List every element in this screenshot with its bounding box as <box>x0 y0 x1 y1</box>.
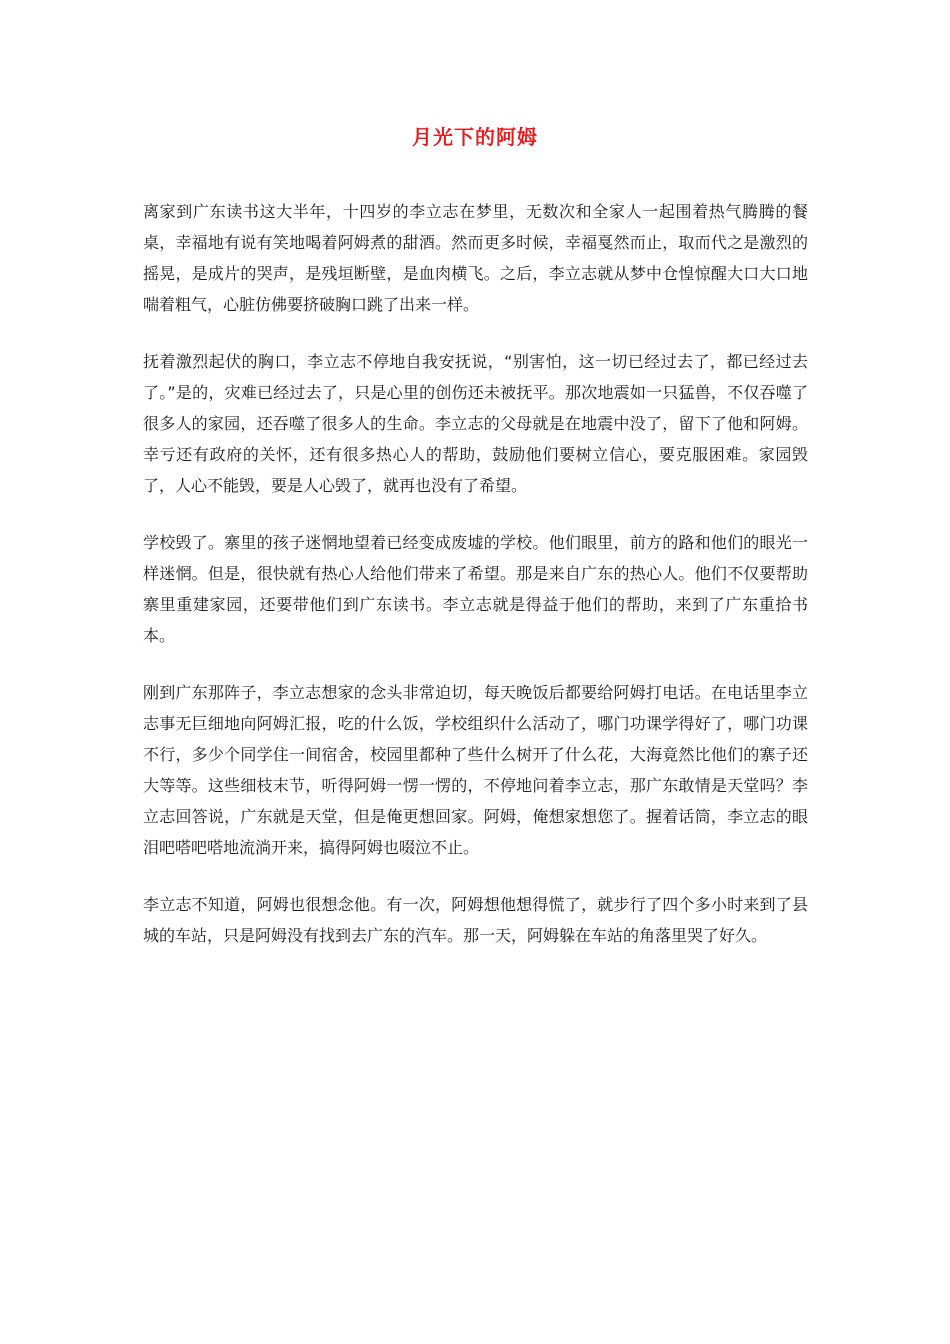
document-body <box>143 196 808 977</box>
paragraph-3: 学校毁了。寨里的孩子迷惘地望着已经变成废墟的学校。他们眼里，前方的路和他们的眼光一样迷惘。但是，很快就有热心人给他们带来了希望。那是来自广东的热心人。他们不仅要帮助寨里重建家园，还要带他们到广东读书。李立志就是得益于他们的帮助，来到了广东重拾书本。 <box>143 533 808 645</box>
paragraph-5: 李立志不知道，阿姆也很想念他。有一次，阿姆想他想得慌了，就步行了四个多小时来到了县城的车站，只是阿姆没有找到去广东的汽车。那一天，阿姆躲在车站的角落里哭了好久。 <box>143 895 808 945</box>
paragraph-4: 刚到广东那阵子，李立志想家的念头非常迫切，每天晚饭后都要给阿姆打电话。在电话里李立志事无巨细地向阿姆汇报，吃的什么饭，学校组织什么活动了，哪门功课学得好了，哪门功课不行，多少个同学住一间宿舍，校园里都种了些什么树开了什么花，大海竟然比他们的寨子还大等等。这些细枝末节，听得阿姆一愣一愣的，不停地问着李立志，那广东敢情是天堂吗？李立志回答说，广东就是天堂，但是俺更想回家。阿姆，俺想家想您了。握着话筒，李立志的眼泪吧嗒吧嗒地流淌开来，搞得阿姆也啜泣不止。 <box>143 683 808 857</box>
paragraph-2: 抚着激烈起伏的胸口，李立志不停地自我安抚说，“别害怕，这一切已经过去了，都已经过去了。”是的，灾难已经过去了，只是心里的创伤还未被抚平。那次地震如一只猛兽，不仅吞噬了很多人的家园，还吞噬了很多人的生命。李立志的父母就是在地震中没了，留下了他和阿姆。幸亏还有政府的关怀，还有很多热心人的帮助，鼓励他们要树立信心，要克服困难。家园毁了，人心不能毁，要是人心毁了，就再也没有了希望。 <box>143 352 808 495</box>
paragraph-1: 离家到广东读书这大半年，十四岁的李立志在梦里，无数次和全家人一起围着热气腾腾的餐桌，幸福地有说有笑地喝着阿姆煮的甜酒。然而更多时候，幸福戛然而止，取而代之是激烈的摇晃，是成片的哭声，是残垣断壁，是血肉横飞。之后，李立志就从梦中仓惶惊醒大口大口地喘着粗气，心脏仿佛要挤破胸口跳了出来一样。 <box>143 202 808 314</box>
document-title: 月光下的阿姆 <box>412 125 538 149</box>
